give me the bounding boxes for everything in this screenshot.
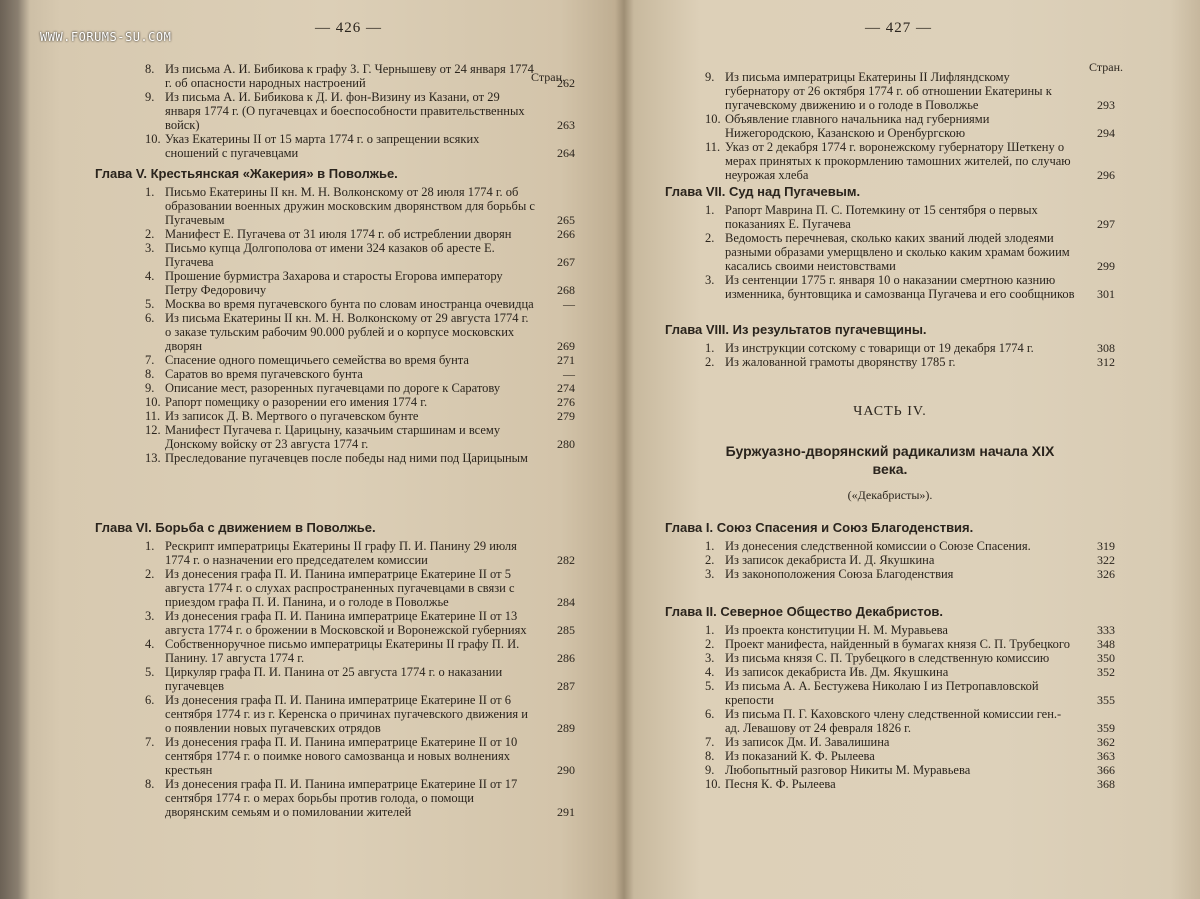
toc-entry bbox=[95, 539, 575, 567]
chapter-items bbox=[665, 341, 1115, 369]
toc-entry bbox=[665, 637, 1115, 651]
entry-page: 262 bbox=[557, 76, 575, 90]
chapter-items bbox=[95, 539, 575, 819]
entry-number: 7. bbox=[145, 353, 155, 367]
entry-page: 350 bbox=[1097, 651, 1115, 665]
entry-text: Из письма А. И. Бибикова к Д. И. фон-Визину из Казани, от 29 января 1774 г. (О пугачевцах и боеспособности правительственных войск) bbox=[165, 90, 525, 132]
toc-entry bbox=[665, 70, 1115, 112]
entry-number: 4. bbox=[145, 637, 155, 651]
entry-page: 299 bbox=[1097, 259, 1115, 273]
entry-page: 296 bbox=[1097, 168, 1115, 182]
entry-text: Из проекта конституции Н. М. Муравьева bbox=[725, 623, 948, 637]
toc-entry bbox=[95, 90, 575, 132]
entry-text: Из донесения графа П. И. Панина императрице Екатерине II от 5 августа 1774 г. о слухах распространенных пугачевцами в связи с приездом графа П. И. Панина, и о голоде в Поволжье bbox=[165, 567, 515, 609]
toc-entry bbox=[95, 567, 575, 609]
entry-page: 285 bbox=[557, 623, 575, 637]
toc-entry bbox=[95, 62, 575, 90]
entry-number: 10. bbox=[705, 777, 721, 791]
entry-number: 6. bbox=[145, 693, 155, 707]
entry-number: 1. bbox=[705, 203, 715, 217]
toc-entry bbox=[665, 231, 1115, 273]
toc-chapter-2 bbox=[665, 604, 1115, 791]
toc-chapter-7 bbox=[665, 184, 1115, 301]
entry-text: Указ от 2 декабря 1774 г. воронежскому губернатору Шеткену о мерах принятых к прокормлению тамошних жителей, по случаю неурожая хлеба bbox=[725, 140, 1071, 182]
entry-text: Из донесения графа П. И. Панина императрице Екатерине II от 13 августа 1774 г. о брожении в Московской и Воронежской губерниях bbox=[165, 609, 527, 637]
part-subtitle: («Декабристы»). bbox=[847, 488, 933, 502]
entry-page: 263 bbox=[557, 118, 575, 132]
entry-text: Из письма Екатерины II кн. М. Н. Волконскому от 29 августа 1774 г. о заказе тульским рабочим 90.000 рублей и о корпусе московских дворян bbox=[165, 311, 529, 353]
entry-text: Из сентенции 1775 г. января 10 о наказании смертною казнию изменника, бунтовщика и самозванца Пугачева и его сообщников bbox=[725, 273, 1075, 301]
entry-text: Манифест Е. Пугачева от 31 июля 1774 г. об истреблении дворян bbox=[165, 227, 512, 241]
entry-number: 2. bbox=[145, 567, 155, 581]
entry-number: 9. bbox=[145, 90, 155, 104]
page-number: — 426 — bbox=[315, 20, 382, 36]
toc-entry bbox=[665, 707, 1115, 735]
toc-entry bbox=[665, 567, 1115, 581]
entry-page: 301 bbox=[1097, 287, 1115, 301]
toc-entry bbox=[95, 735, 575, 777]
left-page bbox=[95, 0, 575, 899]
entry-number: 13. bbox=[145, 451, 161, 465]
entry-text: Саратов во время пугачевского бунта bbox=[165, 367, 363, 381]
toc-entry bbox=[95, 132, 575, 160]
toc-entry bbox=[95, 423, 575, 451]
toc-entry bbox=[665, 777, 1115, 791]
entry-text: Спасение одного помещичьего семейства во время бунта bbox=[165, 353, 469, 367]
entry-number: 2. bbox=[705, 355, 715, 369]
toc-chapter-8 bbox=[665, 322, 1115, 369]
entry-page: 276 bbox=[557, 395, 575, 409]
entry-text: Письмо купца Долгополова от имени 324 казаков об аресте Е. Пугачева bbox=[165, 241, 495, 269]
entry-text: Из донесения графа П. И. Панина императрице Екатерине II от 17 сентября 1774 г. о мерах борьбы против голода, о помощи дворянским семьям и о помиловании жителей bbox=[165, 777, 518, 819]
right-page bbox=[665, 0, 1123, 899]
toc-entry bbox=[665, 665, 1115, 679]
entry-number: 3. bbox=[145, 241, 155, 255]
toc-entry bbox=[95, 381, 575, 395]
entry-number: 1. bbox=[705, 341, 715, 355]
entry-text: Из инструкции сотскому с товарищи от 19 декабря 1774 г. bbox=[725, 341, 1034, 355]
entry-number: 9. bbox=[145, 381, 155, 395]
toc-entry bbox=[665, 553, 1115, 567]
entry-page: 289 bbox=[557, 721, 575, 735]
entry-number: 2. bbox=[705, 231, 715, 245]
entry-number: 10. bbox=[705, 112, 721, 126]
entry-page: 282 bbox=[557, 553, 575, 567]
toc-entry bbox=[95, 367, 575, 381]
entry-number: 5. bbox=[705, 679, 715, 693]
entry-number: 1. bbox=[705, 539, 715, 553]
toc-entry bbox=[95, 353, 575, 367]
entry-number: 1. bbox=[705, 623, 715, 637]
entry-page: 290 bbox=[557, 763, 575, 777]
toc-entry bbox=[665, 651, 1115, 665]
toc-entry bbox=[95, 409, 575, 423]
entry-text: Из показаний К. Ф. Рылеева bbox=[725, 749, 875, 763]
entry-text: Из письма П. Г. Каховского члену следственной комиссии ген.-ад. Левашову от 24 февраля 1826 г. bbox=[725, 707, 1062, 735]
chapter-items bbox=[665, 539, 1115, 581]
toc-entry bbox=[665, 539, 1115, 553]
chapter-items bbox=[665, 203, 1115, 301]
entry-text: Из законоположения Союза Благоденствия bbox=[725, 567, 954, 581]
entry-text: Проект манифеста, найденный в бумагах князя С. П. Трубецкого bbox=[725, 637, 1070, 651]
toc-entry bbox=[95, 637, 575, 665]
entry-page: 363 bbox=[1097, 749, 1115, 763]
entry-page: 333 bbox=[1097, 623, 1115, 637]
part-title: Буржуазно-дворянский радикализм начала XIX века. bbox=[725, 443, 1055, 477]
entry-number: 12. bbox=[145, 423, 161, 437]
entry-number: 4. bbox=[145, 269, 155, 283]
entry-number: 9. bbox=[705, 70, 715, 84]
entry-page: 368 bbox=[1097, 777, 1115, 791]
entry-number: 9. bbox=[705, 763, 715, 777]
toc-top-items bbox=[95, 62, 575, 160]
entry-text: Из письма императрицы Екатерины II Лифляндскому губернатору от 26 октября 1774 г. об отношении Екатерины к пугачевскому движению и о голоде в Поволжье bbox=[725, 70, 1052, 112]
toc-chapter-1 bbox=[665, 520, 1115, 581]
entry-number: 10. bbox=[145, 395, 161, 409]
entry-page: 268 bbox=[557, 283, 575, 297]
entry-number: 3. bbox=[705, 567, 715, 581]
entry-text: Рапорт помещику о разорении его имения 1774 г. bbox=[165, 395, 428, 409]
entry-page: 322 bbox=[1097, 553, 1115, 567]
entry-page: 352 bbox=[1097, 665, 1115, 679]
entry-number: 2. bbox=[145, 227, 155, 241]
toc-top-items bbox=[665, 70, 1115, 182]
entry-text: Из письма А. А. Бестужева Николаю I из Петропавловской крепости bbox=[725, 679, 1039, 707]
entry-text: Из донесения графа П. И. Панина императрице Екатерине II от 6 сентября 1774 г. из г. Керенска о причинах пугачевского движения и о появлении новых пугачевских отрядов bbox=[165, 693, 528, 735]
entry-page: 266 bbox=[557, 227, 575, 241]
chapter-title: Глава II. Северное Общество Декабристов. bbox=[665, 604, 944, 619]
entry-page: 319 bbox=[1097, 539, 1115, 553]
entry-number: 1. bbox=[145, 539, 155, 553]
entry-page: — bbox=[563, 297, 575, 311]
entry-number: 3. bbox=[705, 273, 715, 287]
entry-text: Из донесения графа П. И. Панина императрице Екатерине II от 10 сентября 1774 г. о поимке нового самозванца и новых волнениях крестьян bbox=[165, 735, 518, 777]
entry-number: 10. bbox=[145, 132, 161, 146]
entry-text: Прошение бурмистра Захарова и старосты Егорова императору Петру Федоровичу bbox=[165, 269, 503, 297]
entry-number: 7. bbox=[145, 735, 155, 749]
toc-chapter-6 bbox=[95, 520, 575, 819]
toc-entry bbox=[95, 185, 575, 227]
entry-number: 7. bbox=[705, 735, 715, 749]
toc-entry bbox=[95, 241, 575, 269]
entry-text: Из письма князя С. П. Трубецкого в следственную комиссию bbox=[725, 651, 1050, 665]
toc-entry bbox=[95, 269, 575, 297]
entry-number: 6. bbox=[145, 311, 155, 325]
toc-entry bbox=[95, 777, 575, 819]
entry-text: Рапорт Маврина П. С. Потемкину от 15 сентября о первых показаниях Е. Пугачева bbox=[725, 203, 1038, 231]
entry-page: 279 bbox=[557, 409, 575, 423]
toc-entry bbox=[95, 451, 575, 465]
entry-page: 267 bbox=[557, 255, 575, 269]
entry-number: 4. bbox=[705, 665, 715, 679]
entry-text: Из записок Дм. И. Завалишина bbox=[725, 735, 890, 749]
entry-number: 8. bbox=[145, 777, 155, 791]
entry-number: 2. bbox=[705, 637, 715, 651]
chapter-items bbox=[95, 185, 575, 465]
entry-text: Рескрипт императрицы Екатерины II графу П. И. Панину 29 июля 1774 г. о назначении его председателем комиссии bbox=[165, 539, 517, 567]
toc-entry bbox=[665, 112, 1115, 140]
page-number: — 427 — bbox=[865, 20, 932, 36]
entry-text: Собственноручное письмо императрицы Екатерины II графу П. И. Панину. 17 августа 1774 г. bbox=[165, 637, 520, 665]
entry-text: Из жалованной грамоты дворянству 1785 г. bbox=[725, 355, 956, 369]
entry-number: 6. bbox=[705, 707, 715, 721]
entry-number: 3. bbox=[145, 609, 155, 623]
entry-page: 274 bbox=[557, 381, 575, 395]
toc-entry bbox=[665, 679, 1115, 707]
toc-entry bbox=[95, 395, 575, 409]
toc-entry bbox=[665, 763, 1115, 777]
entry-number: 3. bbox=[705, 651, 715, 665]
entry-text: Описание мест, разоренных пугачевцами по дороге к Саратову bbox=[165, 381, 501, 395]
entry-number: 8. bbox=[145, 62, 155, 76]
entry-page: 297 bbox=[1097, 217, 1115, 231]
entry-text: Песня К. Ф. Рылеева bbox=[725, 777, 836, 791]
entry-number: 11. bbox=[145, 409, 161, 423]
entry-page: 284 bbox=[557, 595, 575, 609]
entry-number: 5. bbox=[145, 665, 155, 679]
chapter-title: Глава V. Крестьянская «Жакерия» в Поволжье. bbox=[95, 166, 398, 181]
entry-page: 326 bbox=[1097, 567, 1115, 581]
entry-text: Письмо Екатерины II кн. М. Н. Волконскому от 28 июля 1774 г. об образовании военных дружин московским дворянством для борьбы с Пугачевым bbox=[165, 185, 535, 227]
entry-text: Из письма А. И. Бибикова к графу З. Г. Чернышеву от 24 января 1774 г. об опасности народных настроений bbox=[165, 62, 534, 90]
entry-text: Манифест Пугачева г. Царицыну, казачьим старшинам и всему Донскому войску от 23 августа 1774 г. bbox=[165, 423, 501, 451]
toc-entry bbox=[665, 273, 1115, 301]
toc-entry bbox=[665, 623, 1115, 637]
entry-page: 286 bbox=[557, 651, 575, 665]
watermark: WWW.FORUMS-SU.COM bbox=[40, 30, 172, 44]
entry-number: 5. bbox=[145, 297, 155, 311]
toc-entry bbox=[95, 297, 575, 311]
toc-entry bbox=[95, 227, 575, 241]
entry-number: 1. bbox=[145, 185, 155, 199]
entry-number: 8. bbox=[145, 367, 155, 381]
part-label: ЧАСТЬ IV. bbox=[853, 404, 927, 419]
entry-page: 308 bbox=[1097, 341, 1115, 355]
toc-entry bbox=[95, 665, 575, 693]
toc-entry bbox=[665, 355, 1115, 369]
entry-text: Москва во время пугачевского бунта по словам иностранца очевидца bbox=[165, 297, 534, 311]
chapter-title: Глава VIII. Из результатов пугачевщины. bbox=[665, 322, 927, 337]
entry-page: 366 bbox=[1097, 763, 1115, 777]
entry-page: 271 bbox=[557, 353, 575, 367]
entry-page: 265 bbox=[557, 213, 575, 227]
entry-text: Любопытный разговор Никиты М. Муравьева bbox=[725, 763, 971, 777]
entry-page: 348 bbox=[1097, 637, 1115, 651]
entry-text: Циркуляр графа П. И. Панина от 25 августа 1774 г. о наказании пугачевцев bbox=[165, 665, 503, 693]
entry-text: Преследование пугачевцев после победы над ними под Царицыным bbox=[165, 451, 528, 465]
entry-page: 355 bbox=[1097, 693, 1115, 707]
entry-page: 264 bbox=[557, 146, 575, 160]
entry-text: Из донесения следственной комиссии о Союзе Спасения. bbox=[725, 539, 1031, 553]
chapter-title: Глава VI. Борьба с движением в Поволжье. bbox=[95, 520, 376, 535]
entry-number: 11. bbox=[705, 140, 721, 154]
entry-page: 293 bbox=[1097, 98, 1115, 112]
entry-page: 294 bbox=[1097, 126, 1115, 140]
toc-entry bbox=[665, 735, 1115, 749]
page-column-label: Стран. bbox=[1089, 60, 1123, 74]
toc-chapter-5 bbox=[95, 166, 575, 465]
toc-entry bbox=[95, 609, 575, 637]
toc-entry bbox=[665, 203, 1115, 231]
toc-entry bbox=[95, 311, 575, 353]
page-column-label: Стран. bbox=[531, 70, 565, 84]
entry-page: 269 bbox=[557, 339, 575, 353]
entry-page: 312 bbox=[1097, 355, 1115, 369]
toc-entry bbox=[665, 140, 1115, 182]
entry-number: 8. bbox=[705, 749, 715, 763]
entry-page: 359 bbox=[1097, 721, 1115, 735]
entry-page: 362 bbox=[1097, 735, 1115, 749]
toc-entry bbox=[95, 693, 575, 735]
entry-page: 291 bbox=[557, 805, 575, 819]
toc-entry bbox=[665, 749, 1115, 763]
toc-entry bbox=[665, 341, 1115, 355]
chapter-title: Глава VII. Суд над Пугачевым. bbox=[665, 184, 861, 199]
entry-page: — bbox=[563, 367, 575, 381]
chapter-title: Глава I. Союз Спасения и Союз Благоденствия. bbox=[665, 520, 974, 535]
entry-page: 280 bbox=[557, 437, 575, 451]
entry-text: Указ Екатерины II от 15 марта 1774 г. о запрещении всяких сношений с пугачевцами bbox=[165, 132, 480, 160]
entry-number: 2. bbox=[705, 553, 715, 567]
entry-text: Ведомость перечневая, сколько каких званий людей злодеями разными образами умерщвлено и сколько каким храмам божиим касались своими неистовствами bbox=[725, 231, 1070, 273]
entry-text: Объявление главного начальника над губерниями Нижегородскою, Казанскою и Оренбургскою bbox=[725, 112, 990, 140]
entry-page: 287 bbox=[557, 679, 575, 693]
chapter-items bbox=[665, 623, 1115, 791]
entry-text: Из записок декабриста И. Д. Якушкина bbox=[725, 553, 935, 567]
entry-text: Из записок декабриста Ив. Дм. Якушкина bbox=[725, 665, 949, 679]
entry-text: Из записок Д. В. Мертвого о пугачевском бунте bbox=[165, 409, 419, 423]
